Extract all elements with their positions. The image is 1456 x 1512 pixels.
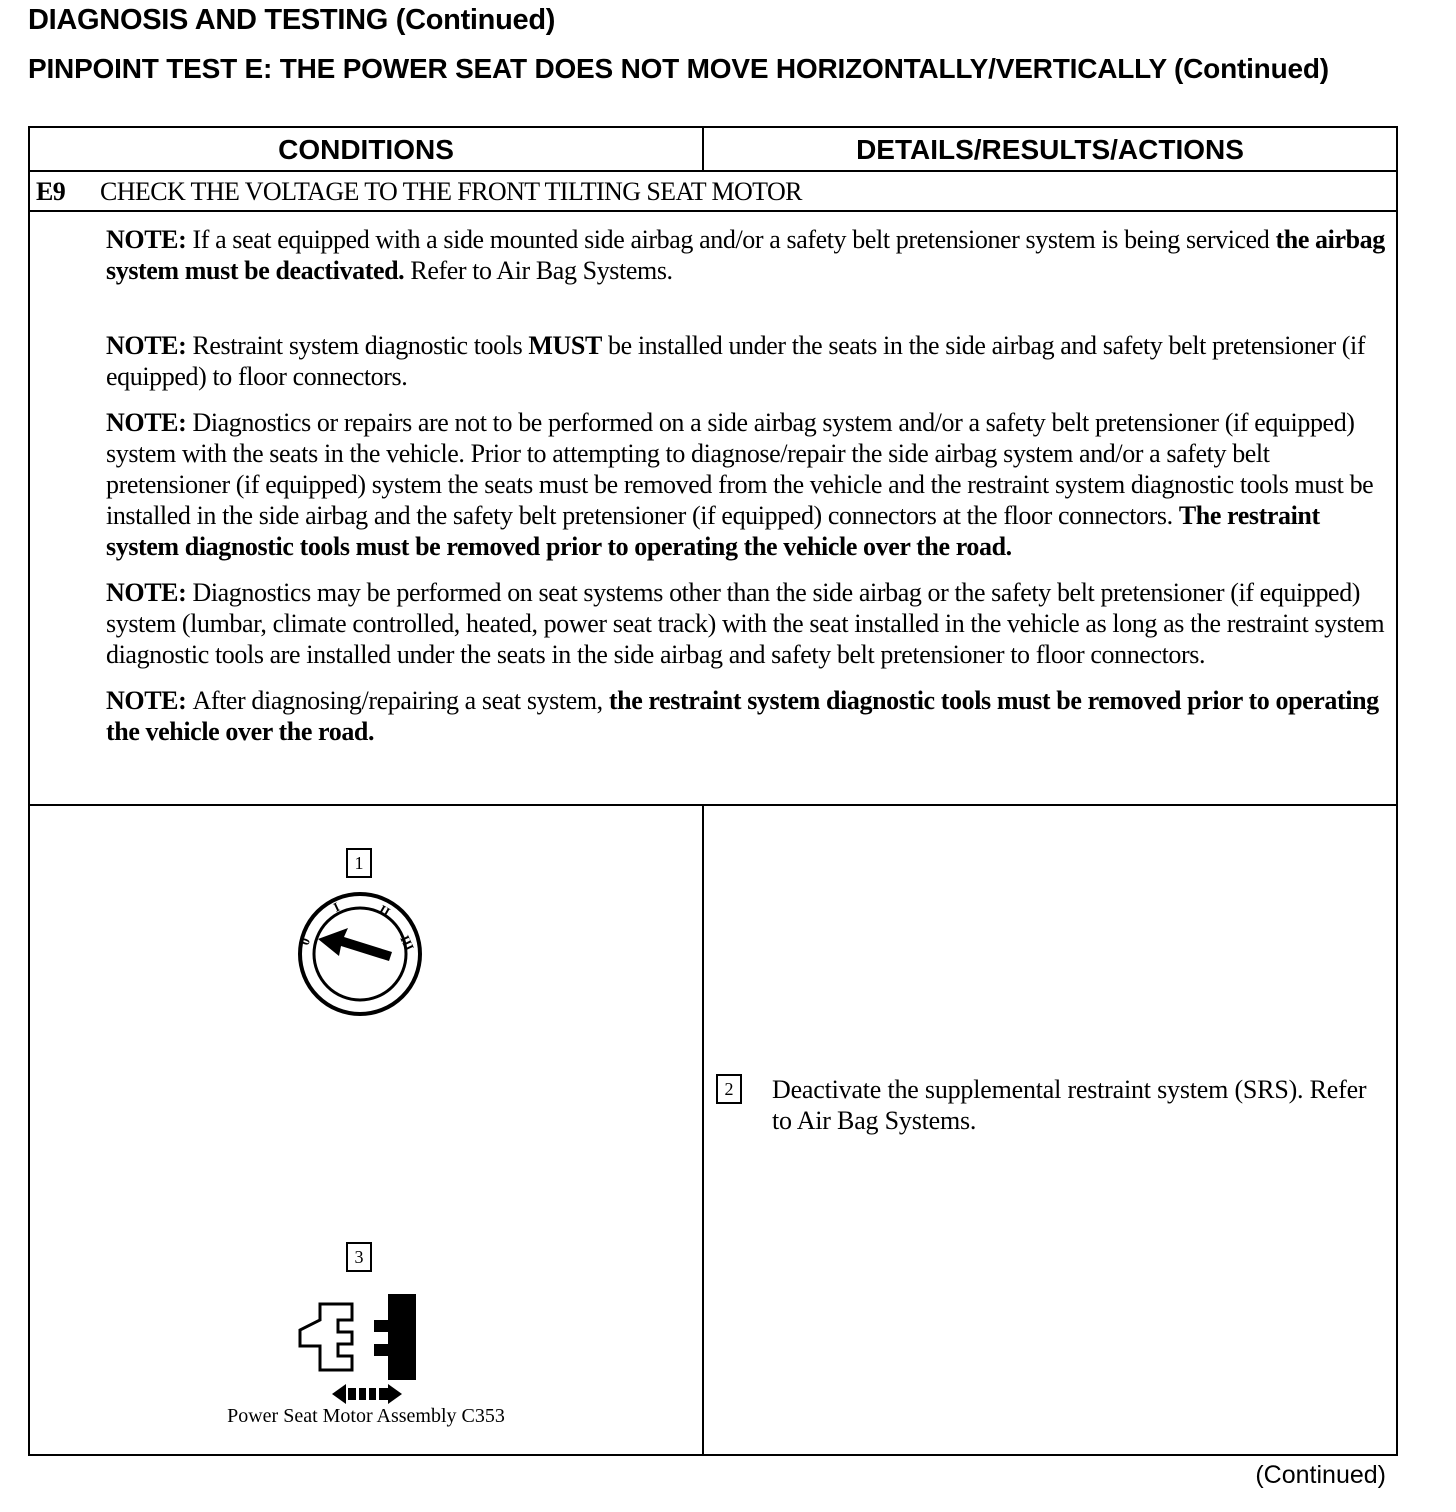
ignition-label-1: I <box>330 898 342 915</box>
note-bold-text: NOTE: <box>106 578 193 607</box>
note-bold-text: The restraint system diagnostic tools must be removed prior to operating the vehicle over the road. <box>106 501 1320 561</box>
ignition-label-2: II <box>376 901 393 920</box>
figure-caption: Power Seat Motor Assembly C353 <box>227 1405 505 1427</box>
note-text: Diagnostics may be performed on seat systems other than the side airbag or the safety belt pretensioner (if equipped) system (lumbar, climate controlled, heated, power seat track) with the seat installed in the vehicle as long as the restraint system diagnostic tools are installed under the seats in the side airbag and safety belt pretensioner to floor connectors. <box>106 578 1385 669</box>
callout-1: 1 <box>346 848 372 878</box>
ignition-label-3: III <box>397 932 418 954</box>
notes-block <box>30 212 1396 806</box>
note <box>106 224 1390 286</box>
note-bold-text: NOTE: <box>106 686 193 715</box>
action-text: Deactivate the supplemental restraint system (SRS). Refer to Air Bag Systems. <box>772 1075 1367 1135</box>
key-pointer-icon <box>318 928 392 961</box>
step-row <box>30 172 1396 212</box>
details-column <box>704 806 1396 1454</box>
note-bold-text: MUST <box>528 331 602 360</box>
callout-2: 2 <box>716 1074 742 1104</box>
note-text: Diagnostics or repairs are not to be performed on a side airbag system and/or a safety belt pretensioner (if equipped) system with the seats in the vehicle. Prior to attempting to diagnose/repair the side airbag system and/or a safety belt pretensioner (if equipped) system the seats must be removed from the vehicle and the restraint system diagnostic tools must be installed in the side airbag and the safety belt pretensioner (if equipped) connectors at the floor connectors. <box>106 408 1374 530</box>
arrow-right-icon <box>388 1384 402 1404</box>
note-bold-text: the airbag system must be deactivated. <box>106 225 1385 285</box>
note-text: After diagnosing/repairing a seat system, <box>192 686 609 715</box>
note-text: Restraint system diagnostic tools <box>192 331 529 360</box>
note-bold-text: NOTE: <box>106 331 193 360</box>
note-bold-text: NOTE: <box>106 225 193 254</box>
arrow-left-icon <box>332 1384 346 1404</box>
note <box>106 330 1390 392</box>
continued-label: (Continued) <box>1255 1461 1386 1489</box>
section-title: DIAGNOSIS AND TESTING (Continued) <box>28 4 556 36</box>
connector-disconnect-icon <box>292 1284 432 1408</box>
ignition-switch-icon <box>292 886 428 1022</box>
col-conditions: CONDITIONS <box>30 128 704 170</box>
note-bold-text: NOTE: <box>106 408 193 437</box>
step-detail-row <box>30 806 1396 1454</box>
note <box>106 577 1390 670</box>
step-number: E9 <box>36 177 66 206</box>
table-header <box>30 128 1396 172</box>
ignition-label-0: 0 <box>296 935 314 948</box>
note <box>106 407 1390 562</box>
callout-3: 3 <box>346 1242 372 1272</box>
note-text: If a seat equipped with a side mounted side airbag and/or a safety belt pretensioner system is being serviced <box>192 225 1276 254</box>
note-bold-text: the restraint system diagnostic tools must be removed prior to operating the vehicle over the road. <box>106 686 1379 746</box>
conditions-figure <box>30 806 704 1454</box>
step-title: CHECK THE VOLTAGE TO THE FRONT TILTING SEAT MOTOR <box>100 177 802 206</box>
pinpoint-table <box>28 126 1398 1456</box>
col-details: DETAILS/RESULTS/ACTIONS <box>856 134 1244 165</box>
note-text: be installed under the seats in the side airbag and safety belt pretensioner (if equipped) to floor connectors. <box>106 331 1366 391</box>
note-text: Refer to Air Bag Systems. <box>404 256 673 285</box>
note <box>106 685 1390 747</box>
test-title: PINPOINT TEST E: THE POWER SEAT DOES NOT MOVE HORIZONTALLY/VERTICALLY (Continued) <box>28 53 1329 84</box>
